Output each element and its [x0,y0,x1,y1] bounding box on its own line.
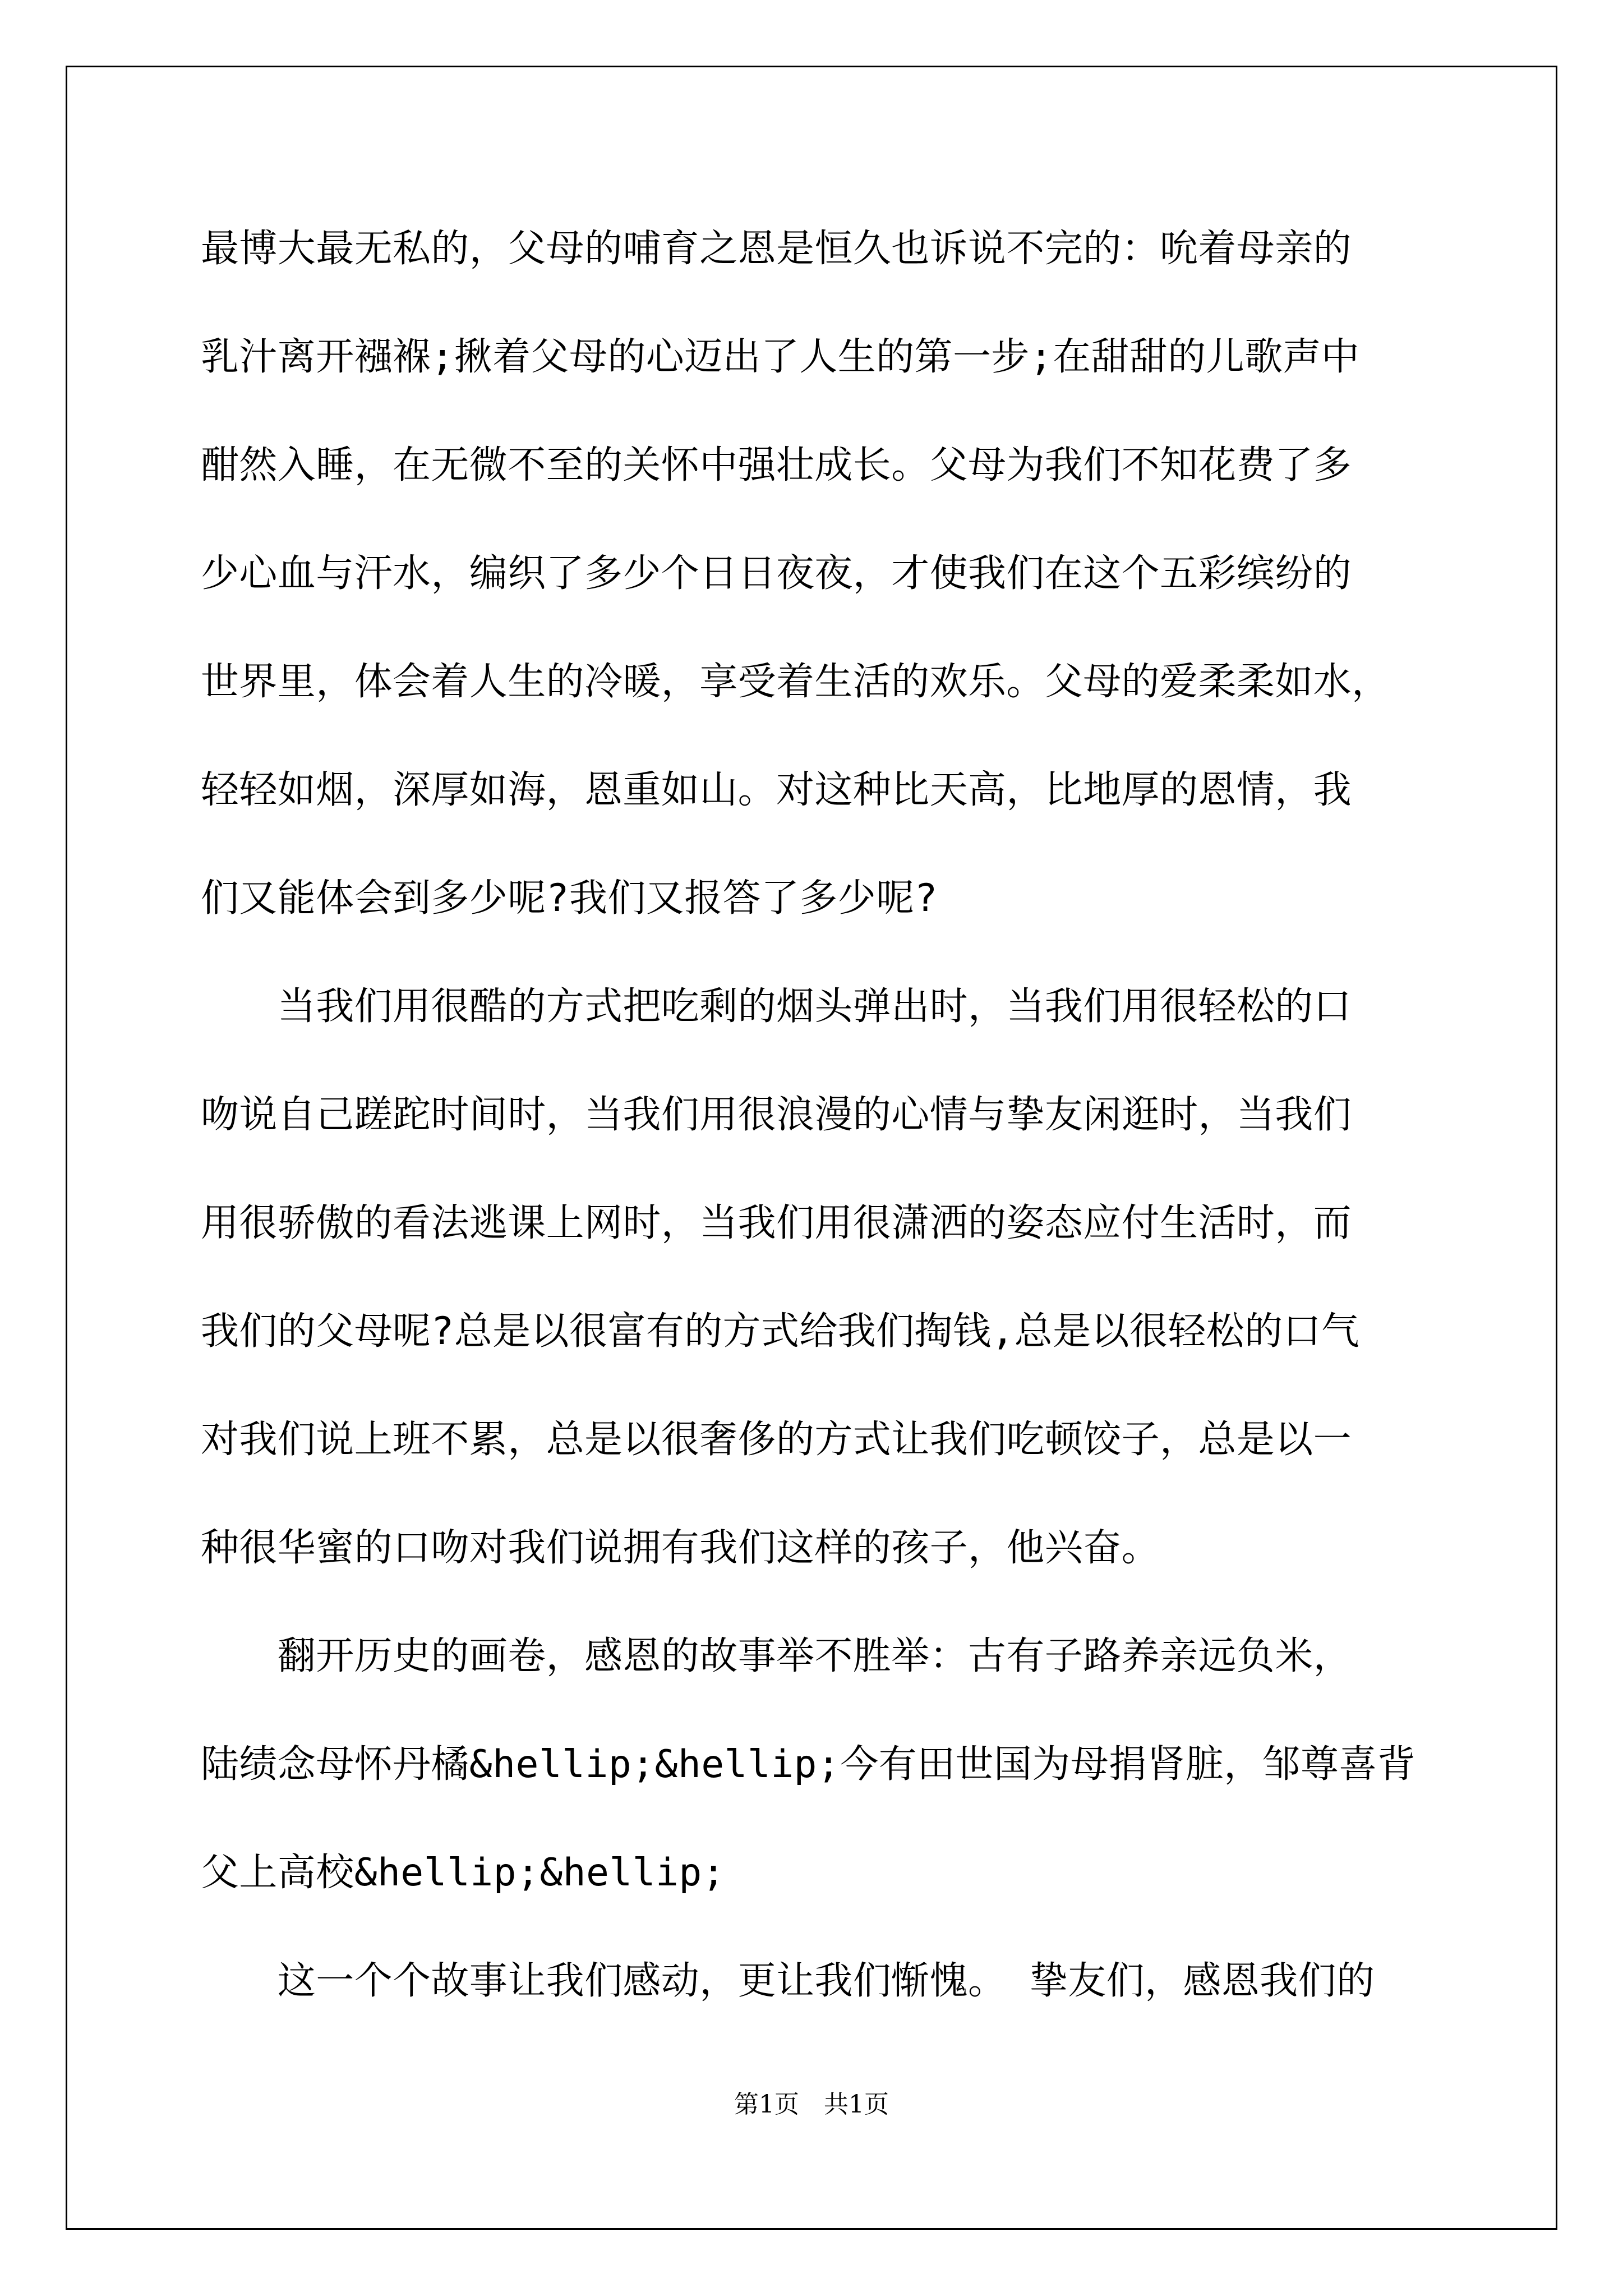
text-line: 父上高校&hellip;&hellip; [201,1851,726,1895]
text-line: 翻开历史的画卷，感恩的故事举不胜举：古有子路养亲远负米， [201,1634,1352,1678]
text-line: 我们的父母呢?总是以很富有的方式给我们掏钱,总是以很轻松的口气 [201,1309,1360,1354]
text-line: 吻说自己蹉跎时间时，当我们用很浪漫的心情与挚友闲逛时，当我们 [201,1093,1352,1137]
text-line: 种很华蜜的口吻对我们说拥有我们这样的孩子，他兴奋。 [201,1526,1160,1570]
page-border [66,66,1557,2230]
text-line: 这一个个故事让我们感动，更让我们惭愧。 挚友们，感恩我们的 [201,1959,1375,2003]
text-line: 少心血与汗水，编织了多少个日日夜夜，才使我们在这个五彩缤纷的 [201,551,1352,596]
page-number-footer: 第1页 共1页 [734,2090,889,2119]
text-line: 酣然入睡，在无微不至的关怀中强壮成长。父母为我们不知花费了多 [201,443,1352,487]
text-line: 乳汁离开襁褓;揪着父母的心迈出了人生的第一步;在甜甜的儿歌声中 [201,335,1360,379]
text-line: 世界里，体会着人生的冷暖，享受着生活的欢乐。父母的爱柔柔如水， [201,660,1390,704]
text-line: 们又能体会到多少呢?我们又报答了多少呢? [201,876,938,921]
text-line: 陆绩念母怀丹橘&hellip;&hellip;今有田世国为母捐肾脏，邹尊喜背 [201,1742,1416,1787]
text-line: 用很骄傲的看法逃课上网时，当我们用很潇洒的姿态应付生活时，而 [201,1201,1352,1245]
text-line: 当我们用很酷的方式把吃剩的烟头弹出时，当我们用很轻松的口 [201,984,1352,1029]
text-line: 对我们说上班不累，总是以很奢侈的方式让我们吃顿饺子，总是以一 [201,1418,1352,1462]
text-line: 最博大最无私的，父母的哺育之恩是恒久也诉说不完的：吮着母亲的 [201,227,1352,271]
text-line: 轻轻如烟，深厚如海，恩重如山。对这种比天高，比地厚的恩情，我 [201,768,1352,812]
